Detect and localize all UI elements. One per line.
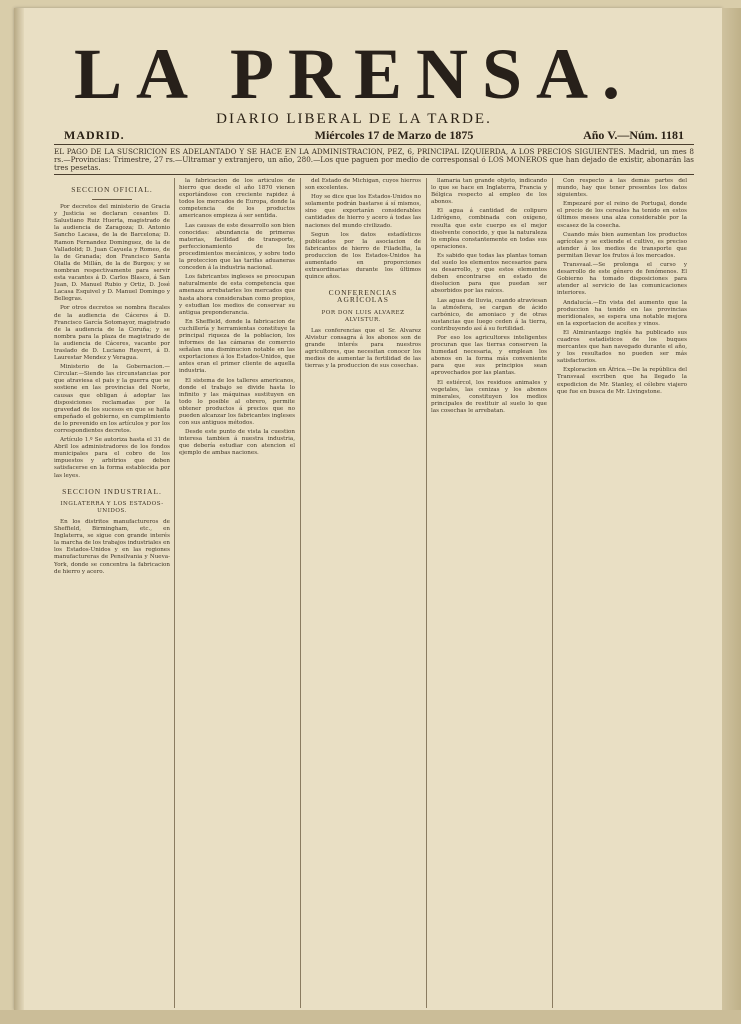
article-paragraph: Desde este punto de vista la cuestion interesa tambien á nuestra industria, que debería estudiar con atencion el ejemplo de ambas naciones. <box>179 429 295 457</box>
column-separator <box>426 178 427 1008</box>
section-title-oficial: SECCION OFICIAL. <box>71 185 153 194</box>
article-paragraph: llamaría tan grande objeto, indicando lo que se hace en Inglaterra, Francia y Bélgica respecto al empleo de los abonos. <box>431 178 547 206</box>
article-paragraph: Las causas de este desarrollo son bien conocidas: abundancia de primeras materias, facilidad de transporte, perfeccionamiento de los procedimientos mecánicos, y sobre todo la proteccion que las tarifas aduaneras conceden á la industria nacional. <box>179 222 295 272</box>
section-rule <box>92 199 132 200</box>
article-paragraph: Ministerio de la Gobernacion.—Circular.—Siendo las circunstancias por que atraviesa el pais y la guerra que se sostiene en las provincias del Norte, causas que obligan á adoptar las disposiciones reclamadas por la gravedad de los sucesos en que se halla empeñado el gobierno, en cumplimiento de lo prevenido en los artículos y por los correspondientes decretos. <box>54 364 170 434</box>
newspaper-subtitle: DIARIO LIBERAL DE LA TARDE. <box>216 111 492 127</box>
column-separator <box>174 178 175 1008</box>
article-paragraph: Cuando más bien aumentan los productos agrícolas y se extiende el cultivo, es preciso atender á los medios de transporte que permitan llevar los frutos á los mercados. <box>557 231 687 259</box>
article-paragraph: En los distritos manufactureros de Sheffield, Birmingham, etc., en Inglaterra, se sigue con grande interés la marcha de los trabajos industriales en los Estados-Unidos y en las regiones manufactureras de Pensilvania y Nueva-York, donde se concentra la fabricacion de hierro y acero. <box>54 518 170 575</box>
article-paragraph: Por otros decretos se nombra fiscales de la audiencia de Cáceres á D. Francisco García Sotomayor, magistrado de la audiencia de la Coruña; y se nombra para la plaza de magistrado de la audiencia de Cáceres, vacante por traslado de D. Luciano Reyerri, á D. Laurestar Mendez y Veragua. <box>54 305 170 362</box>
article-paragraph: Las conferencias que el Sr. Alvarez Alvistur consagra á los abonos son de grande interés para nuestros agricultores, que necesitan conocer los medios de aumentar la fertilidad de las tierras y la produccion de sus cosechas. <box>305 327 421 370</box>
newspaper-page <box>14 8 722 1010</box>
dateline-date: Miércoles 17 de Marzo de 1875 <box>314 128 474 142</box>
article-paragraph: Segun los datos estadísticos publicados por la asociacion de fabricantes de hierro de Filadelfia, la produccion de los Estados-Unidos ha aumentado en proporciones extraordinarias durante los últimos quince años. <box>305 231 421 281</box>
column-separator <box>300 178 301 1008</box>
article-paragraph: Los fabricantes ingleses se preocupan naturalmente de esta competencia que amenaza arrebatarles los mercados que hasta ahora consideraban como propios, y estudian los medios de conservar su antigua preponderancia. <box>179 274 295 316</box>
column-2 <box>179 178 295 1008</box>
article-paragraph: Empezaré por el reino de Portugal, donde el precio de los cereales ha tenido en estos últimos meses una alza considerable por la escasez de la cosecha. <box>557 201 687 229</box>
section-subtitle: INGLATERRA Y LOS ESTADOS-UNIDOS. <box>60 500 164 514</box>
article-paragraph: El estiércol, los residuos animales y vegetales, las cenizas y los abonos minerales, constituyen los medios principales de restituir al suelo lo que las cosechas le arrebatan. <box>431 379 547 414</box>
dateline-city: MADRID. <box>64 128 125 142</box>
dateline <box>54 128 684 144</box>
article-paragraph: El agua á cantidad de colipuro Lidrógeno, combinada con oxígeno, resulta que este cuerpo es el mejor disolvente conocido, y que la naturaleza lo emplea constantemente en todas sus operaciones. <box>431 208 547 250</box>
newspaper-title: LA PRENSA. <box>73 34 635 114</box>
article-paragraph: Por eso los agricultores inteligentes procuran que las tierras conserven la humedad necesaria, y emplean los abonos en la forma más conveniente para que sus principios sean aprovechados por las plantas. <box>431 334 547 377</box>
page-edge <box>722 8 741 1024</box>
column-1 <box>54 178 170 1008</box>
page-bottom-edge <box>0 1010 741 1024</box>
section-title-industrial: SECCION INDUSTRIAL. <box>62 486 162 496</box>
article-paragraph: Transvaal.—Se prolonga el curso y desarrollo de este género de fenómenos. El Gobierno ha tomado disposiciones para atender al servicio de las comunicaciones interiores. <box>557 262 687 297</box>
subscription-notice: EL PAGO DE LA SUSCRICION ES ADELANTADO Y SE HACE EN LA ADMINISTRACION, PEZ, 6, PRINCIPAL IZQUIERDA, A LOS PRECIOS SIGUIENTES. Madrid, un mes 8 rs.—Provincias: Trimestre, 27 rs.—Ultramar y extranjero, un año, 280.—Los que paguen por medio de corresponsal ó LOS MONEROS que han dejado de existir, abonarán las tres pesetas. <box>54 147 694 172</box>
article-paragraph: Con respecto á las demás partes del mundo, hay que tener presentes los datos siguientes. <box>557 178 687 199</box>
column-5 <box>557 178 687 1008</box>
column-separator <box>552 178 553 1008</box>
article-paragraph: la fabricacion de los artículos de hierro que desde el año 1870 vienen exportándose con creciente rapidez á todos los mercados de Europa, donde la competencia de los productos americanos empieza á ser sentida. <box>179 178 295 220</box>
column-4 <box>431 178 547 1008</box>
dateline-issue: Año V.—Núm. 1181 <box>583 128 684 142</box>
article-paragraph: Artículo 1.º Se autoriza hasta el 31 de Abril los administradores de los fondos municipales para el cobro de los impuestos y arbitrios que deben satisfacerse en la forma establecida por las leyes. <box>54 437 170 479</box>
article-paragraph: En Sheffield, donde la fabricacion de cuchillería y herramientas constituye la principal riqueza de la poblacion, los informes de las cámaras de comercio señalan una disminucion notable en las exportaciones á los Estados-Unidos, que antes eran el primer cliente de aquella industria. <box>179 318 295 375</box>
section-subtitle: POR DON LUIS ALVAREZ ALVISTUR. <box>321 309 405 323</box>
article-paragraph: El sistema de los talleres americanos, donde el trabajo se divide hasta lo infinito y las máquinas sustituyen en todo lo posible al obrero, permite obtener productos á precios que no pueden alcanzar los fabricantes ingleses con sus antiguos métodos. <box>179 377 295 427</box>
article-paragraph: Es sabido que todas las plantas toman del suelo los elementos necesarios para su desarrollo, y que estos elementos deben encontrarse en estado de disolucion para que puedan ser absorbidos por las raíces. <box>431 252 547 295</box>
article-paragraph: del Estado de Michigan, cuyos hierros son excelentes. <box>305 178 421 192</box>
article-paragraph: El Almirantazgo inglés ha publicado sus cuadros estadísticos de los buques mercantes que han navegado durante el año, y los resultados no pueden ser más satisfactorios. <box>557 329 687 365</box>
column-3 <box>305 178 421 1008</box>
article-paragraph: Las aguas de lluvia, cuando atraviesan la atmósfera, se cargan de ácido carbónico, de amoniaco y de otras sustancias que luego ceden á la tierra, contribuyendo así á su fertilidad. <box>431 297 547 332</box>
section-title-conferencias: CONFERENCIAS AGRÍCOLAS <box>328 288 398 305</box>
notice-rule <box>54 174 694 175</box>
article-paragraph: Por decretos del ministerio de Gracia y Justicia se declaran cesantes D. Salustiano Ruiz Huerta, magistrado de la audiencia de Zaragoza; D. Antonio Sancho Lacasa, de la de Barcelona; D. Ramon Fernandez Dominguez, de la de Valladolid; D. Juan Cayuela y Romeo, de la de Granada; don Francisco Santa Olalla de Millán, de la de Burgos; y se nombran respectivamente para servir esta vacantes á D. Carlos Blasco, á San Juan, D. Manuel Rubio y Ortiz, D. José Lacasa Esquivel y D. Manuel Domingo y Bellegras. <box>54 204 170 303</box>
page-spine <box>14 8 24 1010</box>
article-paragraph: Andalucía.—En vista del aumento que la produccion ha tenido en las provincias meridionales, se espera una notable mejora en la exportacion de aceites y vinos. <box>557 299 687 327</box>
top-rule <box>54 144 694 145</box>
article-paragraph: Hoy se dice que los Estados-Unidos no solamente podrán bastarse á sí mismos, sino que exportarán considerables cantidades de hierro y acero á todas las naciones del mundo civilizado. <box>305 194 421 229</box>
article-paragraph: Exploracion en África.—De la república del Transvaal escriben que ha llegado la expedicion de Mr. Stanley, el célebre viajero que fue en busca de Mr. Livingstone. <box>557 367 687 395</box>
